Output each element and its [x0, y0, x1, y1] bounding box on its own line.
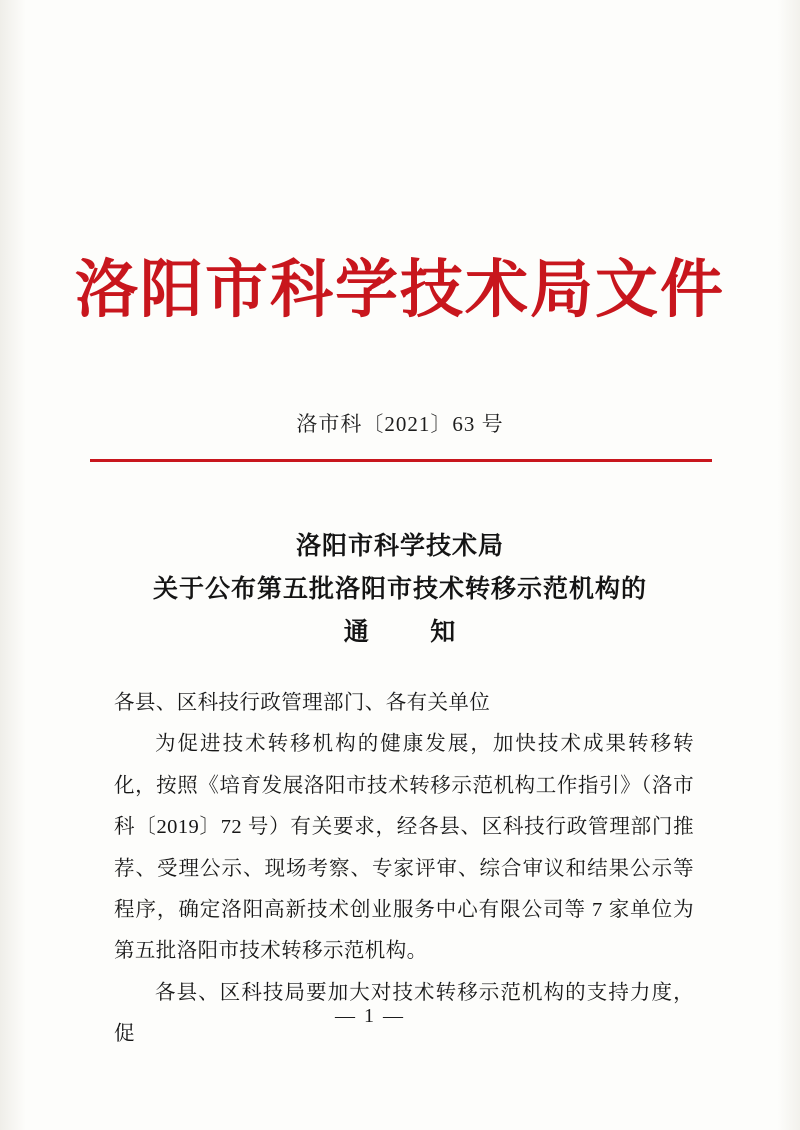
red-horizontal-rule — [90, 459, 712, 462]
title-line-subject: 关于公布第五批洛阳市技术转移示范机构的 — [152, 576, 647, 603]
title-line-notice — [100, 611, 700, 654]
title-notice-char-1: 通 — [343, 619, 370, 646]
document-content — [114, 683, 694, 1056]
body-paragraph-1: 为促进技术转移机构的健康发展，加快技术成果转移转化，按照《培育发展洛阳市技术转移示范机构工作指引》（洛市科〔2019〕72 号）有关要求，经各县、区科技行政管理部门推荐、受理公示、现场考察、专家评审、综合审议和结果公示等程序，确定洛阳高新技术创业服务中心有限公司等 7 家单位为第五批洛阳市技术转移示范机构。 — [114, 733, 694, 963]
document-title-block — [100, 525, 700, 654]
addressee-line: 各县、区科技行政管理部门、各有关单位 — [114, 692, 491, 714]
page-number: — 1 — — [335, 1005, 405, 1027]
document-number: 洛市科〔2021〕63 号 — [296, 412, 504, 436]
document-masthead-title: 洛阳市科学技术局文件 — [75, 252, 725, 326]
body-paragraph-2: 各县、区科技局要加大对技术转移示范机构的支持力度，促 — [114, 981, 694, 1046]
title-line-issuer: 洛阳市科学技术局 — [295, 533, 504, 560]
title-notice-char-2: 知 — [430, 619, 457, 646]
